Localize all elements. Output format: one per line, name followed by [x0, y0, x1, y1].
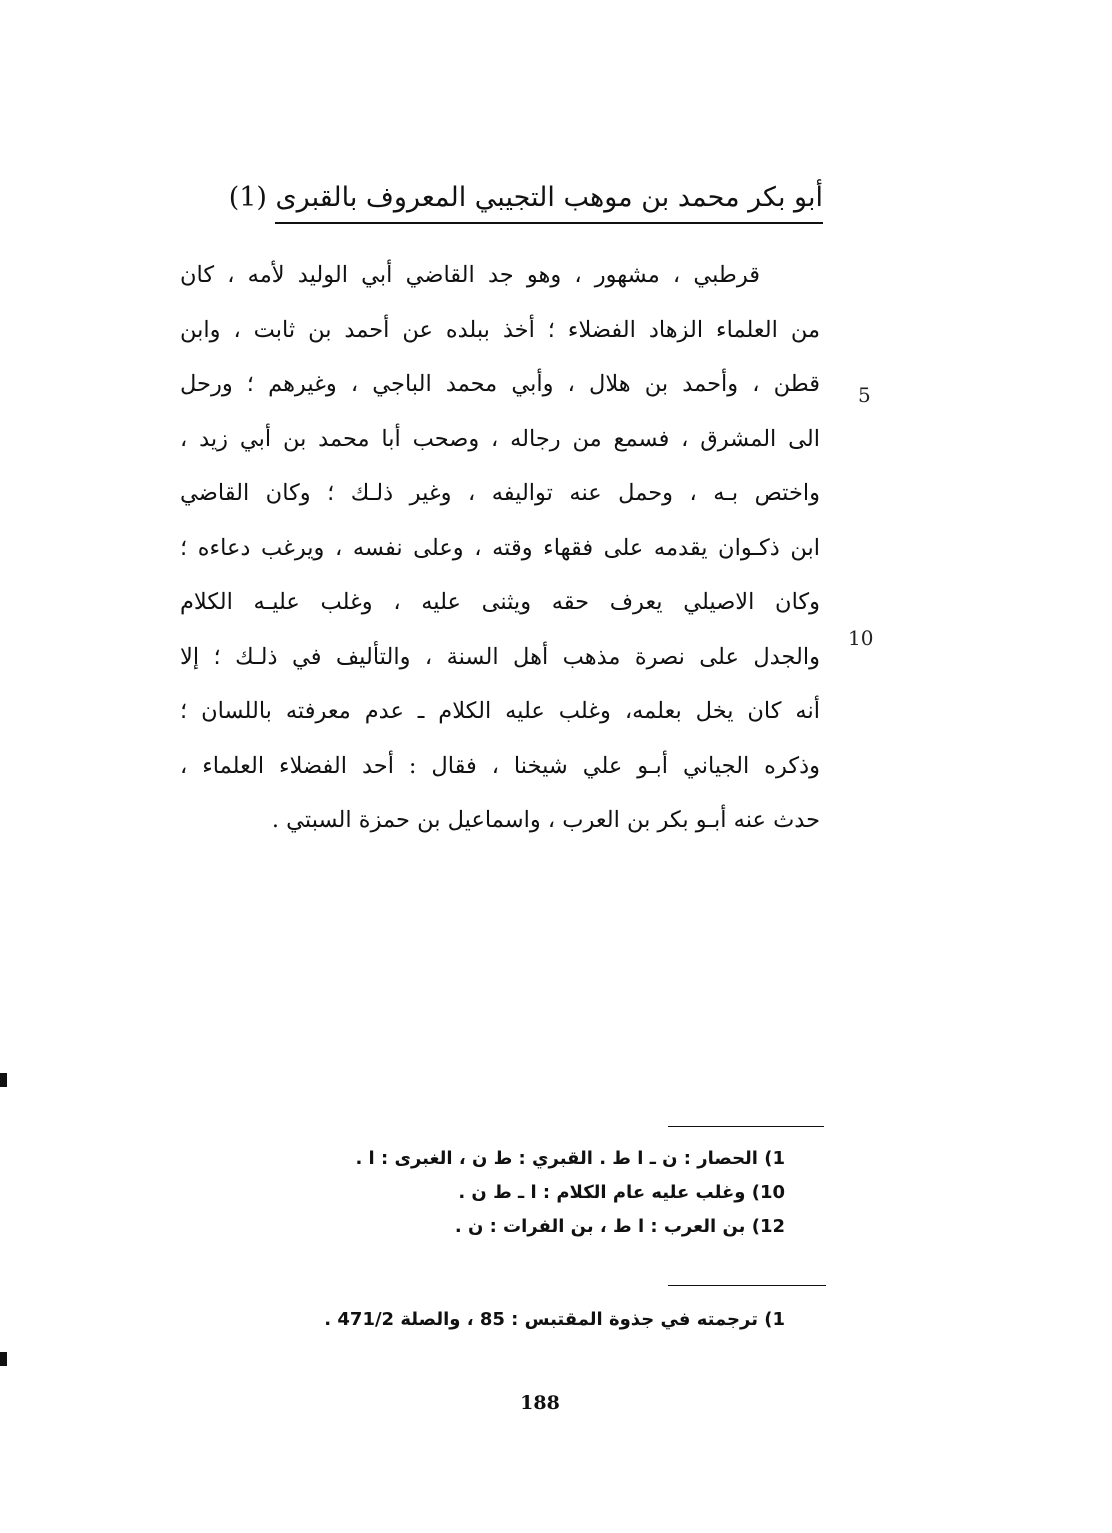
text-line: حدث عنه أبـو بكر بن العرب ، واسماعيل بن حمزة السبتي . [271, 807, 820, 833]
line-number-5: 5 [858, 383, 871, 407]
text-line: من العلماء الزهاد الفضلاء ؛ أخذ ببلده عن أحمد بن ثابت ، وابن [180, 316, 820, 343]
text-line: واختص بـه ، وحمل عنه تواليفه ، وغير ذلـك ؛ وكان القاضي [180, 480, 820, 506]
apparatus-note: 1) الحصار : ن ـ ا ط . القبري : ط ن ، الغبرى : ا . [355, 1148, 785, 1169]
reference-notes [300, 1303, 785, 1337]
heading-block [228, 178, 823, 224]
apparatus-note: 12) بن العرب : ا ط ، بن الفرات : ن . [454, 1216, 785, 1237]
scan-mark [0, 1073, 7, 1087]
apparatus-separator [668, 1126, 824, 1127]
text-line: الى المشرق ، فسمع من رجاله ، وصحب أبا محمد بن أبي زيد ، [180, 425, 820, 452]
title-underline [275, 222, 823, 224]
text-line: وكان الاصيلي يعرف حقه ويثنى عليه ، وغلب عليـه الكلام [180, 589, 820, 615]
reference-separator [668, 1285, 826, 1286]
main-text [180, 248, 820, 848]
biography-title: أبو بكر محمد بن موهب التجيبي المعروف بالقبرى (1) [228, 182, 823, 213]
line-number-10: 10 [848, 626, 874, 650]
text-line: قطن ، وأحمد بن هلال ، وأبي محمد الباجي ، وغيرهم ؛ ورحل [180, 371, 820, 397]
apparatus-notes [250, 1142, 785, 1244]
text-line: وذكره الجياني أبـو علي شيخنا ، فقال : أحد الفضلاء العلماء ، [180, 752, 820, 779]
apparatus-note: 10) وغلب عليه عام الكلام : ا ـ ط ن . [458, 1182, 785, 1203]
text-line: أنه كان يخل بعلمه، وغلب عليه الكلام ـ عدم معرفته باللسان ؛ [180, 698, 820, 724]
scan-mark [0, 1352, 7, 1366]
text-line: ابن ذكـوان يقدمه على فقهاء وقته ، وعلى نفسه ، ويرغب دعاءه ؛ [180, 534, 820, 561]
page-number: 188 [520, 1392, 560, 1414]
text-line: والجدل على نصرة مذهب أهل السنة ، والتأليف في ذلـك ؛ إلا [180, 643, 820, 670]
text-line: قرطبي ، مشهور ، وهو جد القاضي أبي الوليد لأمه ، كان [180, 262, 760, 288]
reference-note: 1) ترجمته في جذوة المقتبس : 85 ، والصلة 471/2 . [324, 1309, 785, 1330]
